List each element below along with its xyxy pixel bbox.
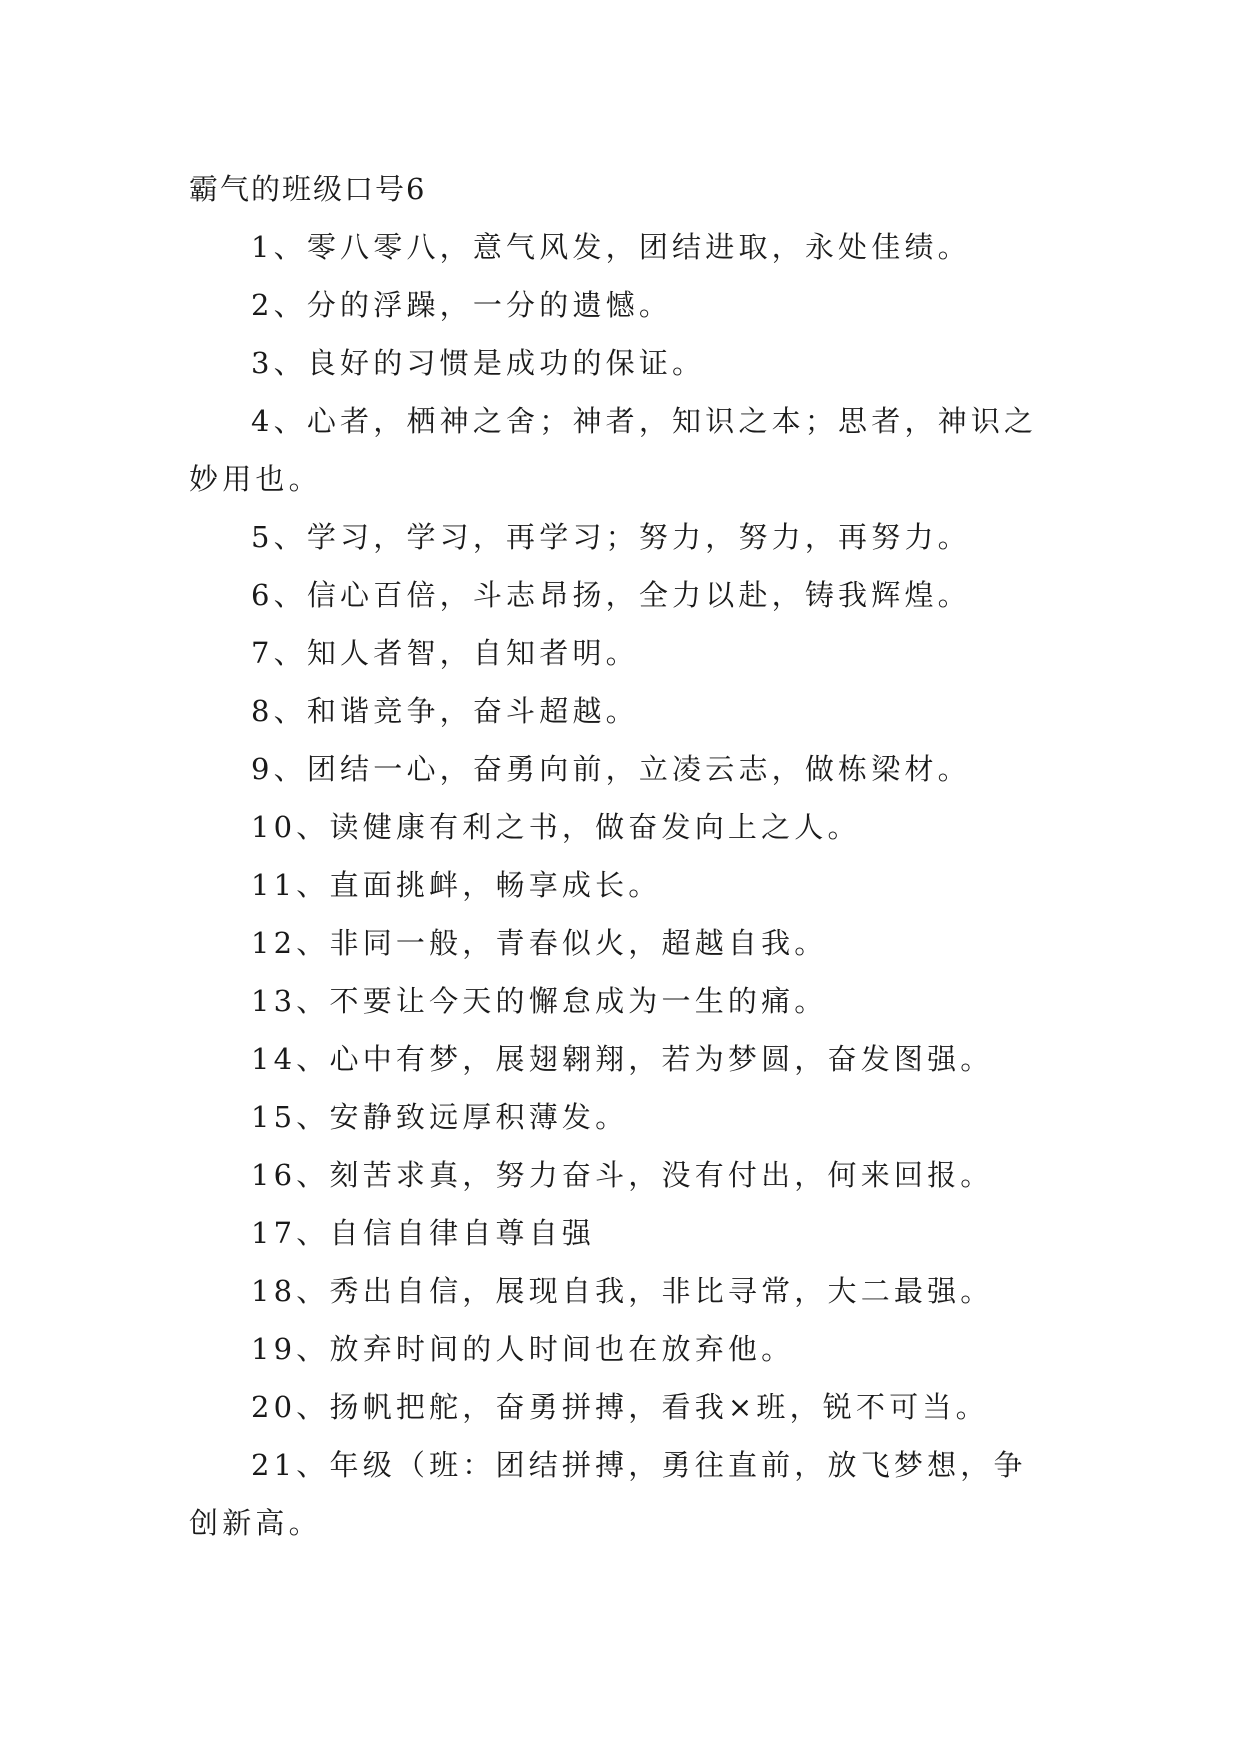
document-title: 霸气的班级口号6 <box>189 172 427 206</box>
slogan-item-20: 20、扬帆把舵，奋勇拼搏，看我×班，锐不可当。 <box>251 1390 989 1424</box>
slogan-item-10: 10、读健康有利之书，做奋发向上之人。 <box>251 810 861 844</box>
slogan-item-4: 4、心者，栖神之舍；神者，知识之本；思者，神识之妙用也。 <box>189 404 1038 496</box>
slogan-item-3: 3、良好的习惯是成功的保证。 <box>251 346 706 380</box>
slogan-item-9: 9、团结一心，奋勇向前，立凌云志，做栋梁材。 <box>251 752 971 786</box>
slogan-item-21: 21、年级（班：团结拼搏，勇往直前，放飞梦想，争创新高。 <box>189 1448 1027 1540</box>
slogan-item-16: 16、刻苦求真，努力奋斗，没有付出，何来回报。 <box>251 1158 994 1192</box>
slogan-item-17: 17、自信自律自尊自强 <box>251 1216 596 1250</box>
slogan-item-6: 6、信心百倍，斗志昂扬，全力以赴，铸我辉煌。 <box>251 578 971 612</box>
document-body <box>189 160 1047 1552</box>
slogan-item-13: 13、不要让今天的懈怠成为一生的痛。 <box>251 984 828 1018</box>
slogan-item-2: 2、分的浮躁，一分的遗憾。 <box>251 288 673 322</box>
slogan-item-5: 5、学习，学习，再学习；努力，努力，再努力。 <box>251 520 971 554</box>
slogan-item-15: 15、安静致远厚积薄发。 <box>251 1100 629 1134</box>
slogan-item-1: 1、零八零八，意气风发，团结进取，永处佳绩。 <box>251 230 971 264</box>
slogan-item-12: 12、非同一般，青春似火，超越自我。 <box>251 926 828 960</box>
slogan-item-18: 18、秀出自信，展现自我，非比寻常，大二最强。 <box>251 1274 994 1308</box>
slogan-item-8: 8、和谐竞争，奋斗超越。 <box>251 694 639 728</box>
slogan-item-11: 11、直面挑衅，畅享成长。 <box>251 868 662 902</box>
slogan-item-7: 7、知人者智，自知者明。 <box>251 636 639 670</box>
slogan-item-19: 19、放弃时间的人时间也在放弃他。 <box>251 1332 795 1366</box>
slogan-item-14: 14、心中有梦，展翅翱翔，若为梦圆，奋发图强。 <box>251 1042 994 1076</box>
